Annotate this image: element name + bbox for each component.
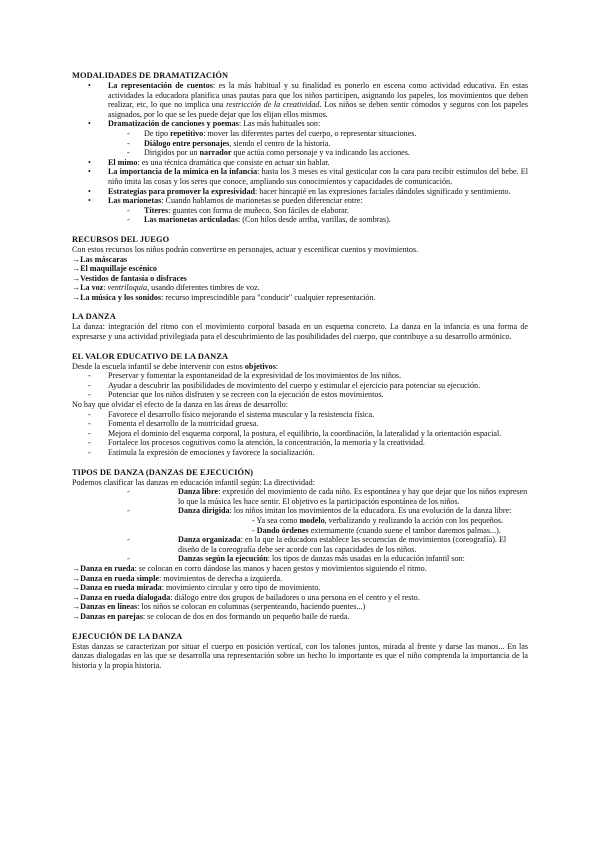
list-item: → Danza en rueda: se colocan en corro dándose las manos y hacen gestos y movimientos siguiendo el ritmo. <box>72 564 528 574</box>
section-title: MODALIDADES DE DRAMATIZACIÓN <box>72 71 229 80</box>
list-item: → Vestidos de fantasía o disfraces <box>72 274 528 284</box>
sub-list-item: - De tipo repetitivo: mover las diferentes partes del cuerpo, o representar situaciones. <box>72 129 528 139</box>
list-item: → Danzas en líneas: los niños se colocan en columnas (serpenteando, haciendo puentes...) <box>72 602 528 612</box>
list-item: - Mejora el dominio del esquema corporal, la postura, el equilibrio, la coordinación, la lateralidad y la orientación espacial. <box>72 429 528 439</box>
list-item: - Danza dirigida: los niños imitan los movimientos de la educadora. Es una evolución de la danza libre: <box>72 506 528 516</box>
objetivos-list <box>72 371 528 400</box>
list-item: → Danzas en parejas: se colocan de dos en dos formando un pequeño baile de rueda. <box>72 612 528 622</box>
list-item: - Preservar y fomentar la espontaneidad de la expresividad de los movimientos de los niños. <box>72 371 528 381</box>
paragraph: La danza: integración del ritmo con el movimiento corporal basada en un esquema concreto. La danza en la infancia es una forma de expresarse y una actividad privilegiada para el descubrimiento de las posibilidades del cuerpo, que contribuye a su desarrollo armónico. <box>72 322 528 342</box>
list-item: • Dramatización de canciones y poemas: Las más habituales son: <box>72 119 528 129</box>
section-recursos <box>72 235 528 303</box>
paragraph: Podemos clasificar las danzas en educación infantil según: La directividad: <box>72 477 315 487</box>
sub-list-item: - Dirigidos por un narrador que actúa como personaje y va indicando las acciones. <box>72 148 528 158</box>
section-modalidades <box>72 71 528 225</box>
sub-list-item: - Títeres: guantes con forma de muñeco. Son fáciles de elaborar. <box>72 206 528 216</box>
list-item: - Ayudar a descubrir las posibilidades de movimiento del cuerpo y estimular el ejercicio para potenciar su ejecución. <box>72 381 528 391</box>
list-item: → Danza en rueda dialogada: diálogo entre dos grupos de bailadores o una persona en el centro y el resto. <box>72 593 528 603</box>
list-item: → Danza en rueda simple: movimientos de derecha a izquierda. <box>72 574 528 584</box>
list-item: - Danzas según la ejecución: los tipos de danzas más usadas en la educación infantil son: <box>72 554 528 564</box>
paragraph: Con estos recursos los niños podrán convertirse en personajes, actuar y escenificar cuentos y movimientos. <box>72 244 419 254</box>
tipos-list <box>72 487 528 564</box>
section-tipos-danza <box>72 468 528 622</box>
sub-list-item: - Ya sea como modelo, verbalizando y realizando la acción con los pequeños. <box>252 515 504 525</box>
section-title: TIPOS DE DANZA (DANZAS DE EJECUCIÓN) <box>72 467 254 477</box>
list-item: - Potenciar que los niños disfruten y se recreen con la ejecución de estos movimientos. <box>72 390 528 400</box>
section-valor-educativo <box>72 352 528 458</box>
sub-list-item: - Dando órdenes externamente (cuando suene el tambor daremos palmas...). <box>252 525 501 535</box>
list-item: → La música y los sonidos: recurso imprescindible para "conducir" cualquier representación. <box>72 293 528 303</box>
list-item: → La voz: ventriloquia, usando diferentes timbres de voz. <box>72 283 528 293</box>
document-page <box>72 71 528 680</box>
list-item: • La representación de cuentos: es la más habitual y su finalidad es ponerlo en escena como actividad educativa. En estas actividades la educadora planifica unas pautas para que los niños participen, asignando los papeles, los movimientos que deben realizar, etc, lo que no implica una restricción de la creatividad. Los niños se deben sentir cómodos y seguros con los papeles asignados, por lo que se les puede dejar que los elijan ellos mismos. <box>72 81 528 119</box>
section-title: LA DANZA <box>72 312 116 322</box>
list-item: - Estimula la expresión de emociones y favorece la socialización. <box>72 448 528 458</box>
list-item: • La importancia de la mímica en la infancia: hasta los 3 meses es vital gesticular con la cara para recibir estímulos del bebe. El niño imita las cosas y los seres que conoce, ampliando sus conocimientos y capacidades de comunicación. <box>72 167 528 186</box>
list-item: - Fomenta el desarrollo de la motricidad gruesa. <box>72 419 528 429</box>
section-ejecucion-danza <box>72 632 528 671</box>
list-item: → El maquillaje escénico <box>72 264 528 274</box>
list-item: → Las máscaras <box>72 255 528 265</box>
paragraph: Estas danzas se caracterizan por situar el cuerpo en posición vertical, con los talones juntos, mirada al frente y darse las manos... En las danzas dialogadas en las que se desarrolla una representación sobre un hecho lo importante es que el niño comprenda la importancia de la historia y la propia historia. <box>72 641 528 670</box>
list-item: - Danza organizada: en la que la educadora establece las secuencias de movimientos (coreografía). El diseño de la coreografía debe ser acorde con las capacidades de los niños. <box>72 535 528 554</box>
list-item: → Danza en rueda mirada: movimiento circular y otro tipo de movimiento. <box>72 583 528 593</box>
list-item: - Fortalece los procesos cognitivos como la atención, la concentración, la memoria y la creatividad. <box>72 438 528 448</box>
paragraph: No hay que olvidar el efecto de la danza en las áreas de desarrollo: <box>72 400 288 410</box>
list-item: - Favorece el desarrollo físico mejorando el sistema muscular y la resistencia física. <box>72 410 528 420</box>
section-title: EJECUCIÓN DE LA DANZA <box>72 631 183 641</box>
list-item: • Las marionetas: Cuando hablamos de marionetas se pueden diferenciar entre: <box>72 196 528 206</box>
section-danza <box>72 312 528 341</box>
ejecucion-list <box>72 564 528 622</box>
modalidades-list <box>72 81 528 225</box>
list-item: • El mimo: es una técnica dramática que consiste en actuar sin hablar. <box>72 158 528 168</box>
efectos-list <box>72 410 528 458</box>
list-item: - Danza libre: expresión del movimiento de cada niño. Es espontánea y hay que dejar que los niños expresen lo que la música les hace sentir. El objetivo es la participación espontánea de los niños. <box>72 487 528 506</box>
list-item: • Estrategias para promover la expresividad: hacer hincapié en las expresiones faciales dándoles significado y sentimiento. <box>72 187 528 197</box>
sub-list-item: - Diálogo entre personajes, siendo el centro de la historia. <box>72 139 528 149</box>
recursos-list <box>72 255 528 303</box>
paragraph: Desde la escuela infantil se debe intervenir con estos objetivos: <box>72 361 279 371</box>
section-title: EL VALOR EDUCATIVO DE LA DANZA <box>72 351 229 361</box>
section-title: RECURSOS DEL JUEGO <box>72 234 170 244</box>
sub-list-item: - Las marionetas articuladas: (Con hilos desde arriba, varillas, de sombras). <box>72 215 528 225</box>
